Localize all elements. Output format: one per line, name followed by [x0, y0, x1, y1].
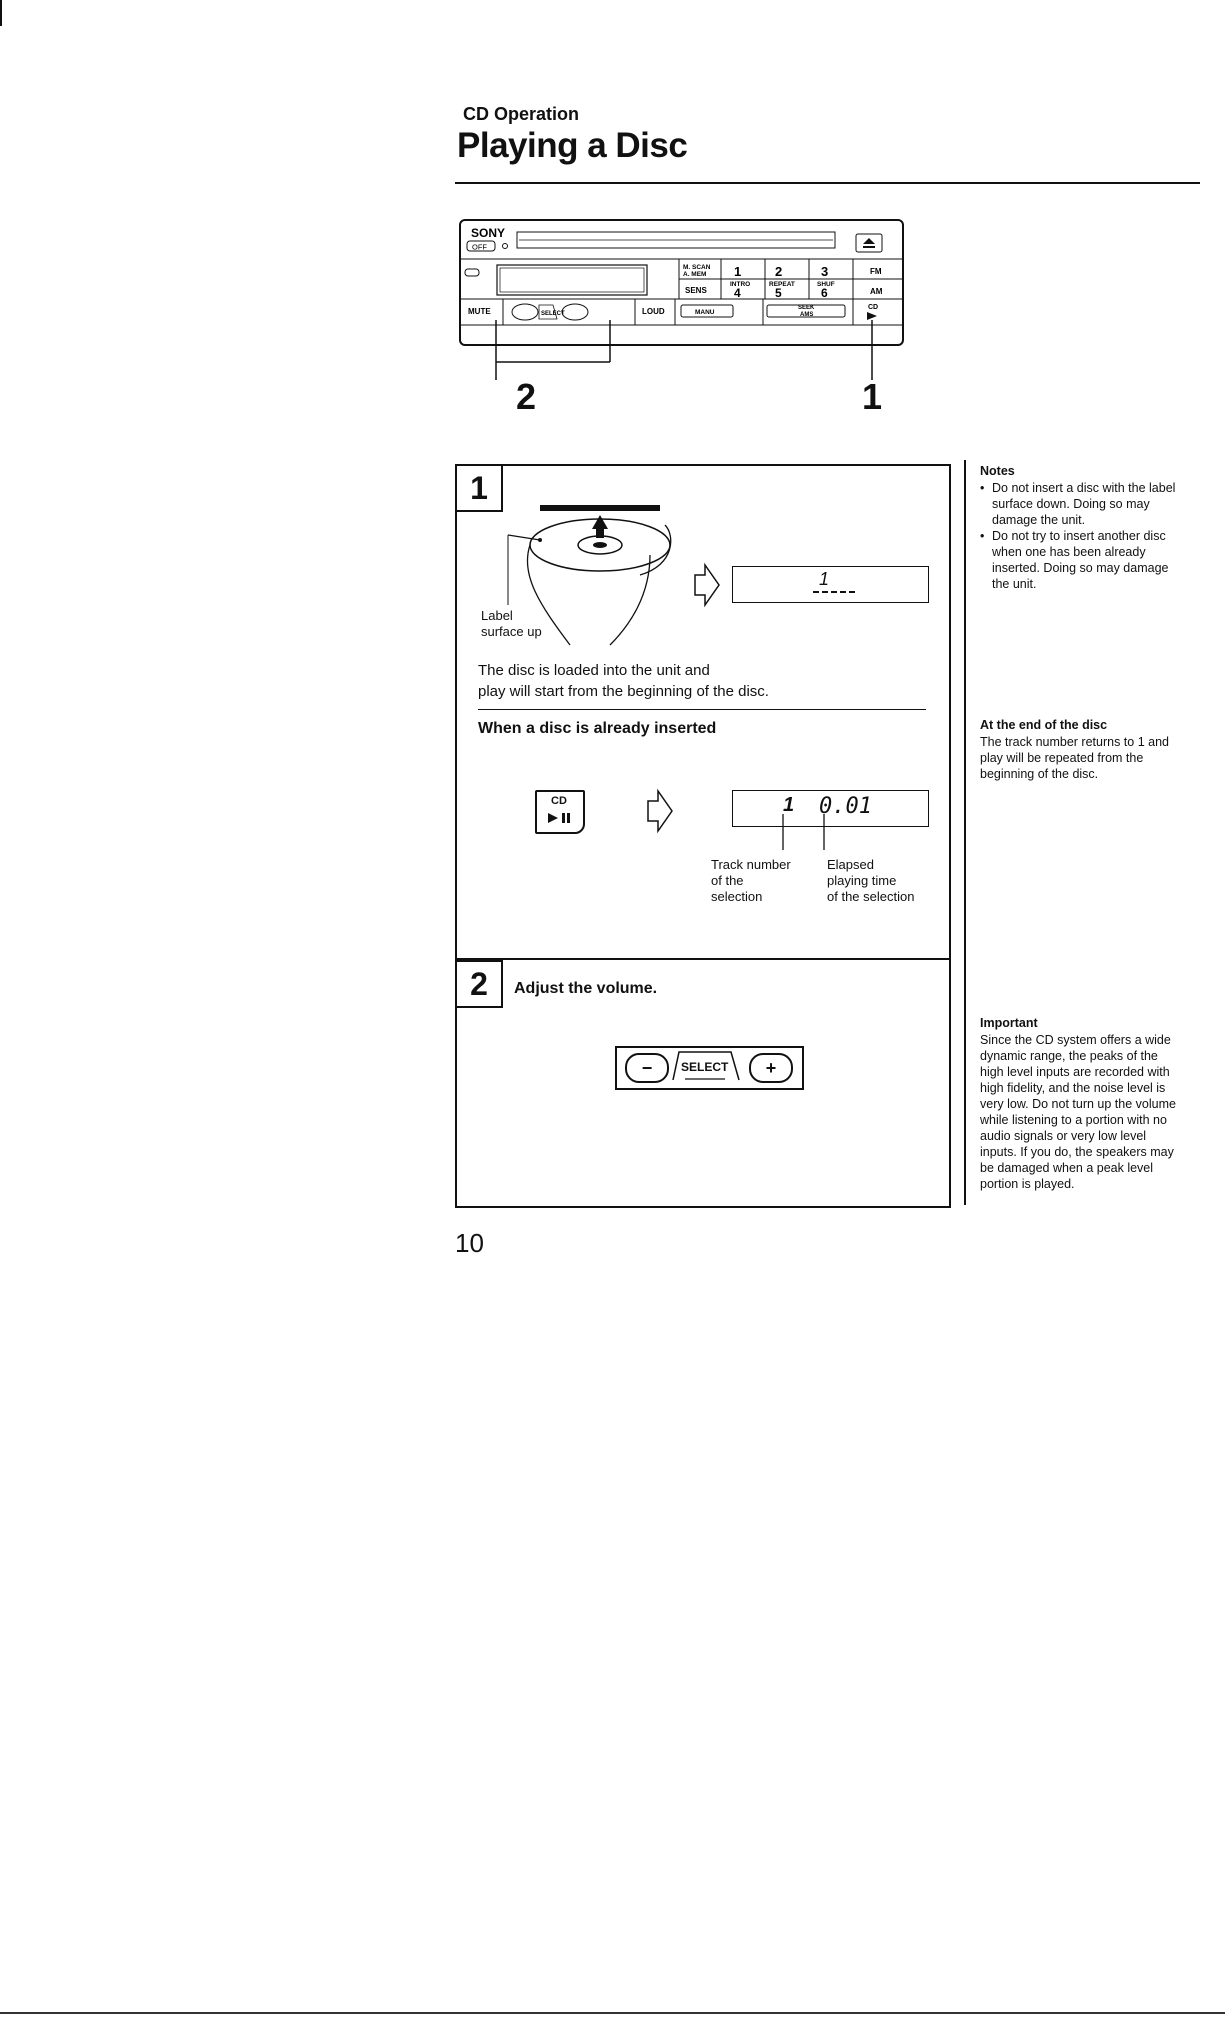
note-item: • Do not insert a disc with the label surface down. Doing so may damage the unit.	[980, 480, 1176, 528]
callout-lines	[490, 320, 890, 410]
select-button[interactable]	[671, 1050, 741, 1082]
elapsed-caption-line3: of the selection	[827, 889, 915, 904]
page-title: Playing a Disc	[457, 126, 688, 165]
minus-label: −	[641, 1057, 653, 1078]
svg-text:SENS: SENS	[685, 286, 707, 295]
scan-edge-mark	[0, 0, 2, 26]
sidebar-rule	[964, 460, 966, 1205]
step-2-number: 2	[455, 960, 503, 1008]
svg-text:AMS: AMS	[800, 312, 814, 318]
svg-text:SEEK: SEEK	[798, 305, 815, 311]
cd-button[interactable]: CD	[868, 304, 879, 311]
svg-text:SELECT: SELECT	[541, 311, 565, 317]
step1-divider	[478, 709, 926, 710]
play-pause-icon	[547, 812, 573, 824]
track-number-caption-line1: Track number	[711, 857, 791, 872]
end-of-disc-heading: At the end of the disc	[980, 718, 1108, 732]
preset-1[interactable]: 1	[734, 264, 742, 279]
step-divider	[455, 958, 949, 960]
step1-caption-line1: The disc is loaded into the unit and	[478, 662, 710, 679]
svg-text:A. MEM: A. MEM	[683, 271, 707, 278]
important-heading: Important	[980, 1016, 1038, 1030]
volume-up-button[interactable]	[749, 1053, 793, 1083]
volume-control	[615, 1046, 804, 1090]
step-1-number: 1	[455, 464, 503, 512]
svg-text:INTRO: INTRO	[730, 281, 751, 288]
note-item: • Do not try to insert another disc when one has been already inserted. Doing so may damage the unit.	[980, 528, 1176, 592]
volume-down-button[interactable]	[625, 1053, 669, 1083]
display-track-number: 1	[819, 569, 830, 589]
track-number-caption-line3: selection	[711, 889, 763, 904]
am-button[interactable]: AM	[870, 287, 883, 296]
off-button[interactable]: OFF	[472, 242, 487, 252]
display2-track-number: 1	[783, 794, 795, 816]
select-label: SELECT	[681, 1060, 729, 1074]
title-rule	[455, 182, 1200, 184]
loud-button[interactable]: LOUD	[642, 307, 665, 316]
cd-button-label: CD	[551, 795, 567, 807]
fm-button[interactable]: FM	[870, 267, 882, 276]
track-number-caption-line2: of the	[711, 873, 744, 888]
svg-text:MANU: MANU	[695, 309, 715, 316]
preset-5[interactable]: 5	[775, 286, 782, 300]
step2-heading: Adjust the volume.	[514, 980, 658, 997]
label-caption-line2: surface up	[481, 624, 542, 639]
svg-text:SHUF: SHUF	[817, 281, 835, 288]
scan-bottom-edge	[0, 2012, 1225, 2014]
callout-2: 2	[516, 376, 537, 417]
display-dashes	[813, 591, 855, 593]
preset-6[interactable]: 6	[821, 286, 828, 300]
preset-3[interactable]: 3	[821, 264, 829, 279]
arrow-right-icon-2	[645, 788, 675, 834]
arrow-right-icon	[692, 562, 722, 608]
display-loading	[732, 566, 929, 603]
display2-elapsed-time: 0.01	[819, 794, 872, 819]
preset-4[interactable]: 4	[734, 286, 741, 300]
step1-subheading: When a disc is already inserted	[478, 720, 717, 737]
svg-text:M. SCAN: M. SCAN	[683, 264, 711, 271]
cd-play-pause-button[interactable]	[535, 790, 585, 834]
display-callout-lines	[780, 814, 840, 854]
notes-list	[980, 480, 1176, 592]
svg-text:REPEAT: REPEAT	[769, 281, 795, 288]
preset-2[interactable]: 2	[775, 264, 783, 279]
section-label: CD Operation	[463, 104, 580, 124]
notes-heading: Notes	[980, 464, 1015, 478]
plus-label: +	[765, 1057, 777, 1078]
elapsed-caption-line2: playing time	[827, 873, 897, 888]
brand-logo: SONY	[471, 226, 506, 240]
callout-1: 1	[862, 376, 883, 417]
end-of-disc-text: The track number returns to 1 and play will be repeated from the beginning of the disc.	[980, 735, 1169, 781]
mute-button[interactable]: MUTE	[468, 307, 491, 316]
important-text: Since the CD system offers a wide dynamic range, the peaks of the high level inputs are recorded with high fidelity, and the noise level is very low. Do not turn up the volume while listening to a portion with no audio signals or very low level inputs. If you do, the speakers may be damaged when a peak level portion is played.	[980, 1033, 1176, 1191]
page-number: 10	[455, 1228, 484, 1258]
step1-caption-line2: play will start from the beginning of the disc.	[478, 683, 769, 700]
label-caption-line1: Label	[481, 608, 513, 623]
elapsed-caption-line1: Elapsed	[827, 857, 874, 872]
